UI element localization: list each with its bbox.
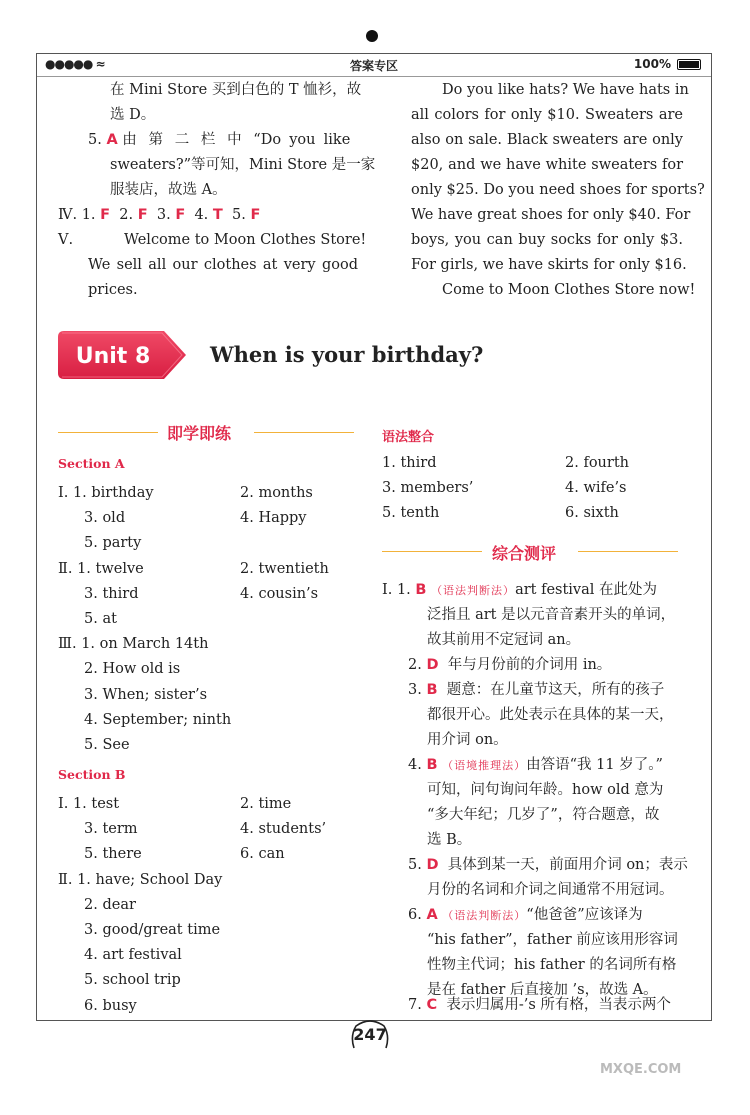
- watermark: MXQE.COM: [600, 1062, 682, 1077]
- answer-text: term: [102, 821, 138, 838]
- text-line: 是在 father 后直接加 ’s，故选 A。: [427, 982, 658, 998]
- answer-text: good/great time: [102, 922, 221, 938]
- answer-text: busy: [102, 997, 137, 1014]
- answer-row: [84, 968, 181, 993]
- divider: [254, 432, 354, 433]
- divider: [58, 432, 158, 433]
- item-number: 4.: [408, 757, 422, 773]
- answer-row: [84, 918, 220, 943]
- item-number: 5.: [84, 535, 98, 552]
- answer-text: When; sister’s: [102, 686, 208, 703]
- text-line: 泛指且 art 是以元音音素开头的单词，: [427, 607, 676, 623]
- answer-text: fourth: [583, 455, 629, 471]
- answer-row: [84, 943, 182, 968]
- item-number: 3.: [156, 207, 171, 223]
- answer-row: [84, 531, 141, 556]
- answer-row: [58, 557, 144, 582]
- explanation-text: 由答语“我 11 岁了。”: [526, 757, 663, 773]
- answer-item: [408, 678, 664, 703]
- answer-row: [240, 582, 318, 607]
- answer-row: [58, 792, 119, 817]
- item-number: Ⅲ. 1.: [58, 636, 96, 653]
- answer-text: Happy: [258, 510, 307, 527]
- text-line: 选 B。: [427, 832, 472, 848]
- text-line: sweaters?”等可知，Mini Store 是一家: [110, 157, 376, 173]
- text-line: For girls, we have skirts for only $16.: [411, 257, 687, 273]
- answer-row: [565, 476, 627, 501]
- item-number: 3.: [84, 686, 98, 703]
- status-bar: [37, 54, 711, 77]
- answer-text: there: [102, 846, 142, 863]
- answer-text: tenth: [400, 505, 440, 522]
- answer-text: September; ninth: [102, 711, 232, 728]
- item-number: 2.: [119, 207, 134, 223]
- unit-banner: [58, 331, 186, 379]
- explanation-text: 年与月份前的介词用 in。: [447, 657, 612, 673]
- answer-row: [565, 451, 629, 476]
- unit-label: Unit 8: [75, 344, 151, 369]
- answer-text: birthday: [91, 485, 154, 501]
- text-line: also on sale. Black sweaters are only: [411, 132, 683, 148]
- item-number: 3.: [84, 821, 98, 838]
- text-line: “多大年纪；几岁了”，符合题意，故: [427, 807, 660, 823]
- answer-item: [382, 578, 657, 603]
- answer-letter: C: [426, 997, 438, 1013]
- item-number: 4.: [84, 711, 98, 728]
- answer-text: art festival: [102, 947, 182, 964]
- section-label: Section A: [58, 456, 125, 471]
- item-number: Ⅱ. 1.: [58, 560, 91, 577]
- text-line: 故其前用不定冠词 an。: [427, 632, 581, 648]
- answer-row: [84, 842, 142, 867]
- answer-text: twelve: [95, 560, 144, 577]
- battery-percent: 100%: [633, 57, 671, 71]
- answer-row: [84, 733, 130, 758]
- answer-text: See: [102, 737, 130, 753]
- text-line: “his father”，father 前应该用形容词: [427, 932, 678, 948]
- item-number: 4.: [565, 480, 579, 497]
- page-number: [348, 1018, 392, 1054]
- answer-text: have; School Day: [95, 871, 223, 888]
- text-line: Come to Moon Clothes Store now!: [442, 282, 696, 298]
- answer-row: [382, 476, 473, 501]
- answer-letter: D: [426, 657, 439, 673]
- answer-text: members’: [400, 480, 474, 497]
- answer-row: [240, 792, 291, 817]
- text-line: 用介词 on。: [427, 732, 508, 748]
- item-number: 6.: [408, 907, 422, 923]
- divider: [382, 551, 482, 552]
- camera-dot: [366, 30, 378, 42]
- answer-row-iv: [58, 203, 260, 228]
- answer-row: [84, 708, 231, 733]
- method-tag: （语法判断法）: [431, 584, 516, 597]
- answer-row: [382, 501, 439, 526]
- text-line: Ⅴ.: [58, 232, 74, 248]
- answer-text: How old is: [102, 661, 181, 678]
- section-label: 语法整合: [382, 430, 435, 445]
- item-number: Ⅰ. 1.: [382, 582, 411, 598]
- item-number: 5.: [382, 505, 396, 522]
- text-line: 都很开心。此处表示在具体的某一天，: [427, 707, 674, 723]
- signal-icon: ●●●●● ≈: [45, 57, 105, 71]
- page-number-text: 247: [353, 1025, 387, 1044]
- answer-text: time: [258, 796, 292, 812]
- answer-row: [565, 501, 619, 526]
- answer-row: [84, 657, 180, 682]
- answer-row: [58, 481, 154, 506]
- item-number: 3.: [84, 510, 98, 527]
- item-number: 2.: [240, 560, 254, 577]
- answer-row: [58, 632, 208, 657]
- section-heading: 即学即练: [167, 424, 232, 443]
- answer-letter: F: [137, 207, 148, 223]
- item-number: 2.: [240, 485, 254, 501]
- text-line: 可知，问句询问年龄。how old 意为: [427, 782, 664, 798]
- item-number: 3.: [408, 682, 422, 698]
- item-number: 2.: [408, 657, 422, 673]
- text-line: boys, you can buy socks for only $3.: [411, 232, 683, 248]
- item-number: 5.: [84, 972, 98, 989]
- answer-row: [240, 842, 285, 867]
- answer-row: [58, 868, 222, 893]
- item-number: 4.: [240, 510, 254, 527]
- answer-text: can: [258, 846, 285, 863]
- explanation-text: 表示归属用-’s 所有格，当表示两个: [446, 997, 671, 1013]
- answer-letter: B: [415, 582, 427, 598]
- item-number: Ⅰ. 1.: [58, 796, 87, 812]
- answer-text: cousin’s: [258, 585, 319, 602]
- answer-text: sixth: [583, 505, 619, 522]
- text-line: only $25. Do you need shoes for sports?: [411, 182, 705, 198]
- answer-text: third: [400, 455, 437, 471]
- item-number: 2.: [84, 661, 98, 678]
- answer-letter: B: [426, 757, 438, 773]
- answer-text: wife’s: [583, 480, 627, 497]
- item-number: 1.: [382, 455, 396, 471]
- item-number: 4.: [240, 821, 254, 838]
- explanation-text: 具体到某一天，前面用介词 on；表示: [447, 857, 688, 873]
- answer-letter: T: [212, 207, 223, 223]
- answer-item: [408, 993, 671, 1018]
- item-number: 3.: [84, 922, 98, 938]
- answer-text: third: [102, 585, 139, 602]
- answer-row: [84, 994, 137, 1019]
- text-line: 服装店，故选 A。: [110, 182, 227, 198]
- text-line: 月份的名词和介词之间通常不用冠词。: [427, 882, 674, 898]
- answer-row: [84, 893, 136, 918]
- answer-item: [88, 128, 350, 153]
- answer-row: [84, 817, 138, 842]
- answer-row: [84, 582, 138, 607]
- explanation-text: art festival 在此处为: [515, 582, 658, 598]
- answer-row: [240, 506, 307, 531]
- item-number: 4.: [84, 947, 98, 964]
- item-number: 5.: [84, 737, 98, 753]
- answer-row: [84, 506, 125, 531]
- text-line: $20, and we have white sweaters for: [411, 157, 683, 173]
- text-line: We have great shoes for only $40. For: [411, 207, 691, 223]
- answer-text: test: [91, 796, 120, 812]
- item-number: Ⅳ. 1.: [58, 207, 96, 223]
- explanation-text: 由 第 二 栏 中 “Do you like: [122, 132, 351, 148]
- text-line: 在 Mini Store 买到白色的 T 恤衫，故: [110, 82, 362, 98]
- section-label: Section B: [58, 767, 126, 782]
- method-tag: （语境推理法）: [442, 759, 527, 772]
- answer-letter: B: [426, 682, 438, 698]
- answer-row: [84, 607, 117, 632]
- answer-letter: A: [426, 907, 438, 923]
- text-line: all colors for only $10. Sweaters are: [411, 107, 683, 123]
- explanation-text: 题意：在儿童节这天，所有的孩子: [446, 682, 665, 698]
- answer-text: months: [258, 485, 313, 501]
- item-number: 7.: [408, 997, 422, 1013]
- answer-item: [408, 853, 688, 878]
- answer-text: party: [102, 535, 142, 552]
- answer-row: [84, 683, 207, 708]
- answer-row: [240, 557, 329, 582]
- section-heading: 综合测评: [492, 544, 557, 563]
- item-number: 2.: [84, 896, 98, 913]
- text-line: prices.: [88, 282, 138, 298]
- item-number: 6.: [240, 846, 254, 863]
- answer-letter: F: [250, 207, 261, 223]
- text-line: 性物主代词；his father 的名词所有格: [427, 957, 677, 973]
- item-number: 6.: [84, 997, 98, 1014]
- text-line: Welcome to Moon Clothes Store!: [124, 232, 367, 248]
- item-number: 3.: [382, 480, 396, 497]
- answer-letter: F: [100, 207, 111, 223]
- explanation-text: “他爸爸”应该译为: [526, 907, 643, 923]
- battery-icon: [677, 59, 701, 70]
- answer-text: school trip: [102, 972, 181, 989]
- item-number: 5.: [232, 207, 246, 223]
- answer-text: dear: [102, 896, 136, 913]
- item-number: Ⅰ. 1.: [58, 485, 87, 501]
- answer-letter: F: [175, 207, 186, 223]
- answer-row: [382, 451, 436, 476]
- answer-text: students’: [258, 821, 327, 838]
- answer-text: old: [102, 510, 126, 527]
- answer-letter: D: [426, 857, 439, 873]
- item-number: 4.: [194, 207, 209, 223]
- item-number: 3.: [84, 585, 98, 602]
- text-line: 选 D。: [110, 107, 156, 123]
- divider: [578, 551, 678, 552]
- answer-text: twentieth: [258, 560, 329, 577]
- item-number: Ⅱ. 1.: [58, 871, 91, 888]
- status-title: 答案专区: [349, 59, 398, 73]
- item-number: 5.: [408, 857, 422, 873]
- text-line: Do you like hats? We have hats in: [442, 82, 689, 98]
- item-number: 4.: [240, 585, 254, 602]
- answer-item: [408, 903, 643, 928]
- answer-item: [408, 753, 663, 778]
- item-number: 5.: [88, 132, 102, 148]
- answer-row: [240, 817, 326, 842]
- item-number: 5.: [84, 611, 98, 627]
- method-tag: （语法判断法）: [442, 909, 527, 922]
- item-number: 2.: [565, 455, 579, 471]
- answer-text: at: [102, 611, 117, 627]
- unit-title: When is your birthday?: [210, 342, 484, 367]
- answer-item: [408, 653, 611, 678]
- item-number: 6.: [565, 505, 579, 522]
- item-number: 5.: [84, 846, 98, 863]
- item-number: 2.: [240, 796, 254, 812]
- answer-letter: A: [106, 132, 118, 148]
- text-line: We sell all our clothes at very good: [88, 257, 358, 273]
- answer-row: [240, 481, 313, 506]
- answer-text: on March 14th: [99, 636, 209, 653]
